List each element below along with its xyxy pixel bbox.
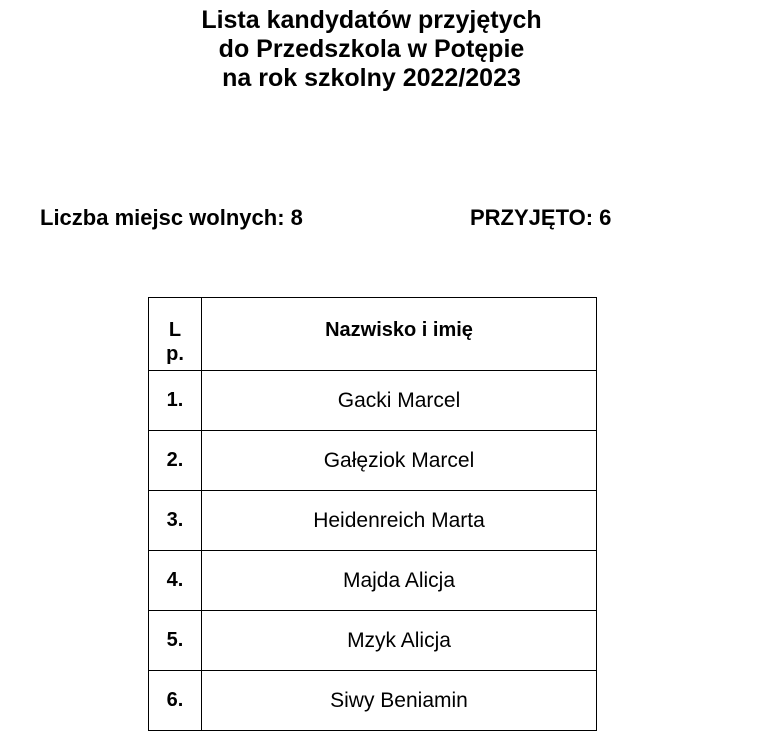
table-row	[149, 671, 597, 731]
row-number: 1.	[149, 371, 202, 431]
row-number: 5.	[149, 611, 202, 671]
candidate-name: Majda Alicja	[202, 551, 597, 611]
table-row	[149, 611, 597, 671]
title-line-2: do Przedszkola w Potępie	[218, 35, 525, 63]
candidate-name: Gałęziok Marcel	[202, 431, 597, 491]
row-number: 3.	[149, 491, 202, 551]
candidate-name: Heidenreich Marta	[202, 491, 597, 551]
document-title	[0, 6, 743, 93]
table-row	[149, 551, 597, 611]
table-row	[149, 491, 597, 551]
row-number: 6.	[149, 671, 202, 731]
row-number: 4.	[149, 551, 202, 611]
table-header-row	[149, 298, 597, 371]
candidate-name: Gacki Marcel	[202, 371, 597, 431]
table-row	[149, 431, 597, 491]
table-row	[149, 371, 597, 431]
title-line-3: na rok szkolny 2022/2023	[222, 64, 521, 92]
candidate-name: Siwy Beniamin	[202, 671, 597, 731]
candidate-name: Mzyk Alicja	[202, 611, 597, 671]
accepted-count: PRZYJĘTO: 6	[470, 205, 612, 230]
header-lp	[149, 298, 202, 371]
accepted-candidates-table	[148, 297, 597, 731]
free-places-count: Liczba miejsc wolnych: 8	[40, 205, 303, 230]
header-name: Nazwisko i imię	[202, 298, 597, 371]
title-line-1: Lista kandydatów przyjętych	[201, 6, 542, 34]
row-number: 2.	[149, 431, 202, 491]
header-lp-label: Lp.	[166, 319, 184, 365]
